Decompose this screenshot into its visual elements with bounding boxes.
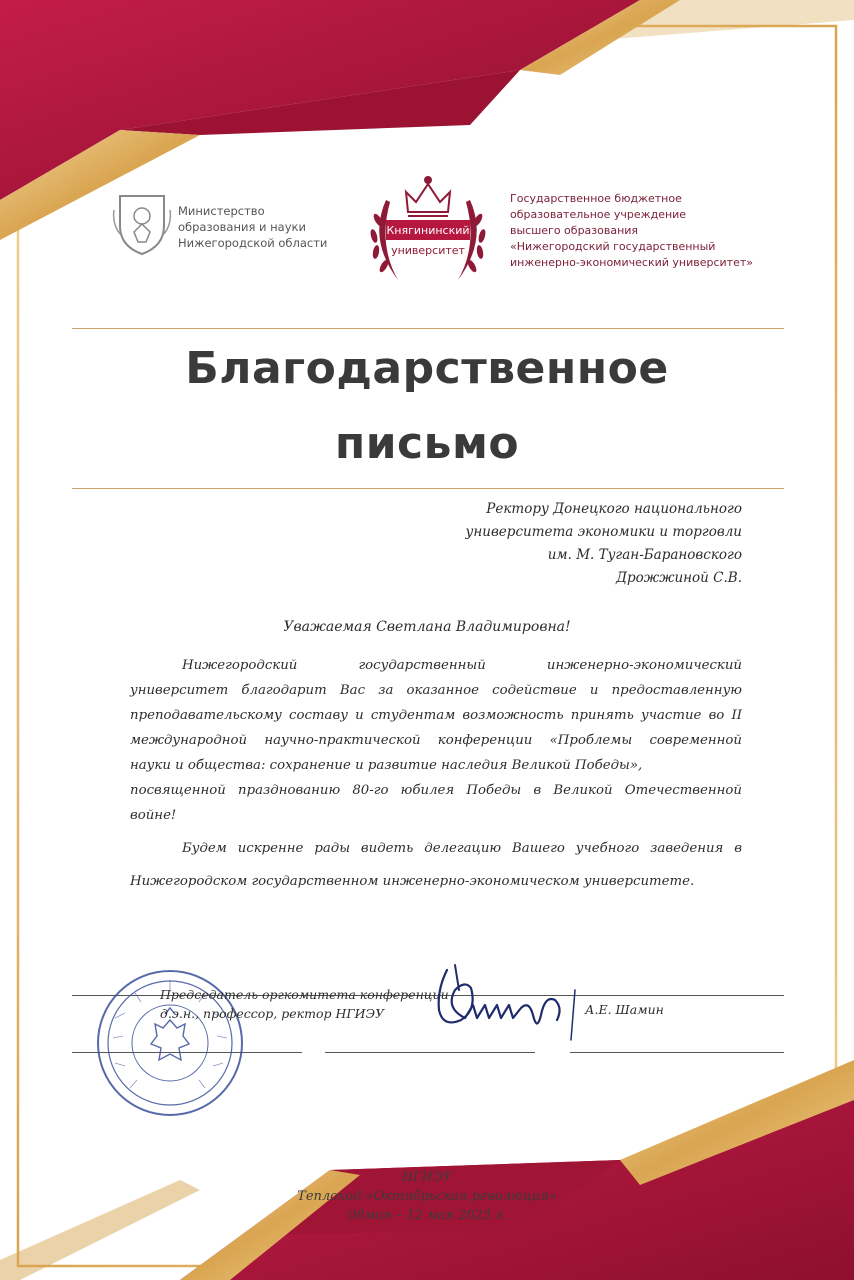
signatory-role-line: Председатель оргкомитета конференции bbox=[160, 987, 449, 1002]
body-line: Нижегородском государственном инженерно-экономическом университете. bbox=[130, 874, 695, 889]
body-line: посвященной празднованию 80-го юбилея Победы в Великой Отечественной bbox=[130, 783, 742, 798]
coat-of-arms-icon bbox=[112, 190, 172, 256]
logo-text-line1: Княгининский bbox=[386, 224, 470, 237]
body-line: Будем искренне рады видеть делегацию Вашего учебного заведения в bbox=[182, 841, 742, 856]
footer bbox=[0, 1168, 854, 1225]
greeting: Уважаемая Светлана Владимировна! bbox=[283, 619, 571, 635]
body-line: преподавательскому составу и студентам возможность принять участие во II bbox=[130, 708, 742, 723]
addressee-line: Ректору Донецкого национального bbox=[486, 501, 742, 517]
handwritten-signature bbox=[425, 960, 585, 1045]
body-line: международной научно-практической конференции «Проблемы современной bbox=[130, 733, 742, 748]
logo-text-line2: университет bbox=[391, 244, 465, 257]
signatory-name: А.Е. Шамин bbox=[585, 1002, 664, 1017]
addressee-line: Дрожжиной С.В. bbox=[616, 570, 742, 586]
letter-body bbox=[130, 653, 742, 894]
signature-line bbox=[325, 1052, 535, 1053]
university-name bbox=[510, 191, 810, 271]
footer-line: 08мая – 12 мая 2025 г. bbox=[347, 1208, 507, 1223]
footer-line: Теплоход «Октябрьская революция» bbox=[297, 1189, 557, 1204]
ministry-line: образования и науки bbox=[178, 220, 306, 234]
university-line: высшего образования bbox=[510, 224, 639, 237]
document-title-line1: Благодарственное bbox=[185, 343, 669, 394]
signature-line bbox=[570, 1052, 784, 1053]
body-line: университет благодарит Вас за оказанное содействие и предоставленную bbox=[130, 683, 742, 698]
body-line: войне! bbox=[130, 808, 177, 823]
university-line: инженерно-экономический университет» bbox=[510, 256, 753, 269]
ministry-line: Министерство bbox=[178, 204, 265, 218]
addressee-line: им. М. Туган-Барановского bbox=[547, 547, 742, 563]
ministry-line: Нижегородской области bbox=[178, 236, 328, 250]
body-line: Нижегородский государственный инженерно-экономический bbox=[182, 658, 742, 673]
divider-bottom bbox=[72, 488, 784, 489]
ministry-name bbox=[178, 203, 348, 251]
university-line: «Нижегородский государственный bbox=[510, 240, 716, 253]
body-line: науки и общества: сохранение и развитие наследия Великой Победы», bbox=[130, 758, 643, 773]
university-logo bbox=[358, 170, 498, 300]
divider-top bbox=[72, 328, 784, 329]
footer-line: НГИЭУ bbox=[401, 1170, 453, 1185]
signatory-role-line: д.э.н., профессор, ректор НГИЭУ bbox=[160, 1006, 385, 1021]
addressee-line: университета экономики и торговли bbox=[465, 524, 742, 540]
addressee-block bbox=[420, 498, 742, 590]
signatory-role bbox=[160, 985, 449, 1023]
crown-icon bbox=[406, 177, 450, 216]
university-line: Государственное бюджетное bbox=[510, 192, 682, 205]
university-line: образовательное учреждение bbox=[510, 208, 687, 221]
document-title-line2: письмо bbox=[334, 418, 520, 469]
